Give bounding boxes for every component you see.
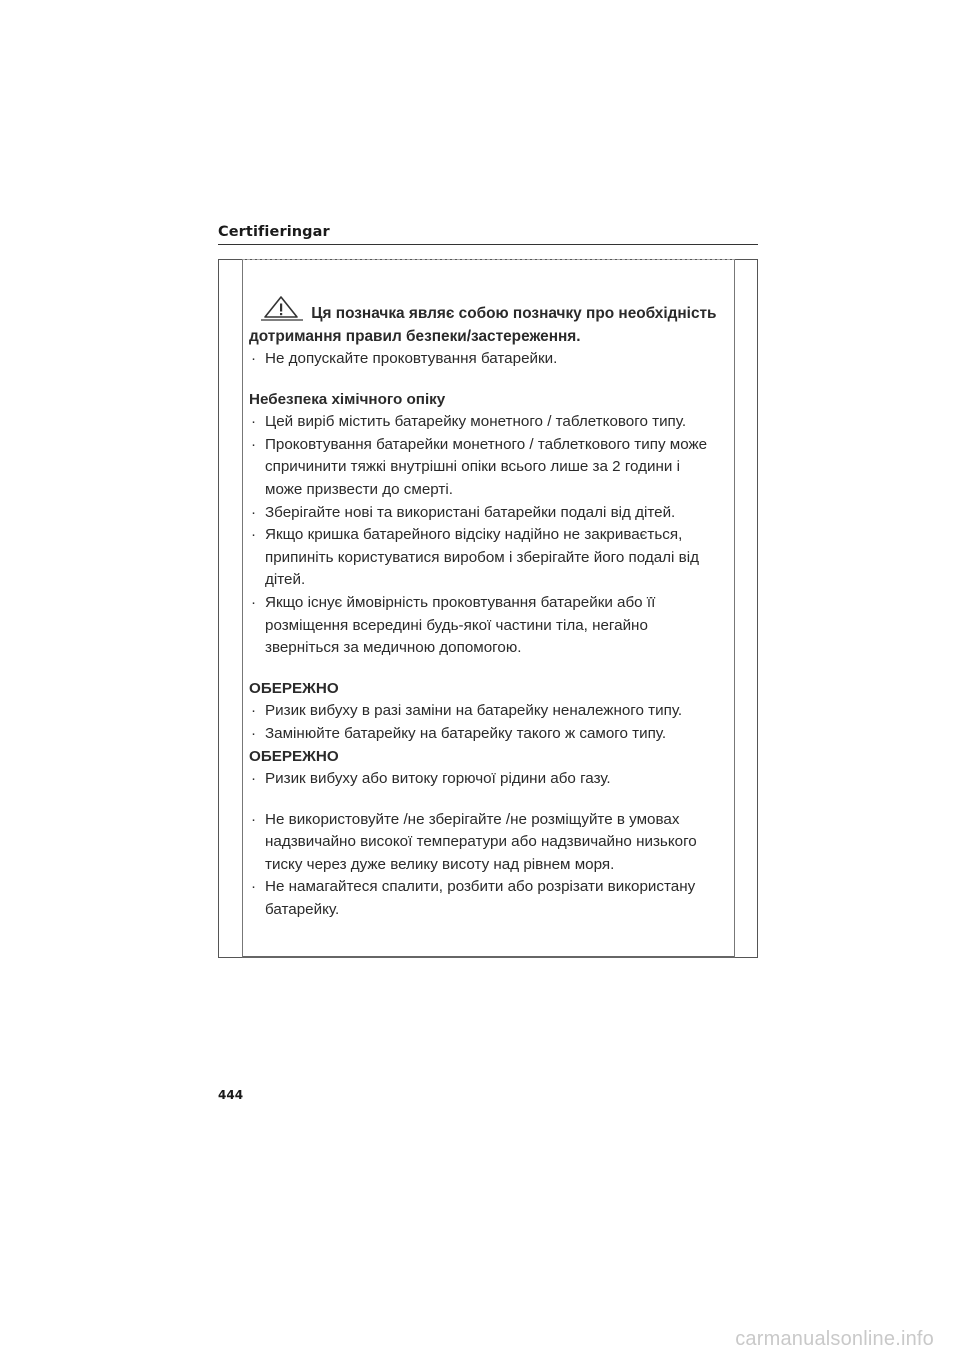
list-item-continuation: зверніться за медичною допомогою.: [265, 639, 522, 657]
list-item: [249, 876, 729, 921]
bullet-marker: ·: [251, 702, 257, 720]
list-item-continuation: надзвичайно високої температури або надзвичайно низького: [265, 833, 697, 851]
list-item: [249, 524, 729, 592]
caution-heading-2: ОБЕРЕЖНО: [249, 747, 339, 765]
page-number: 444: [218, 1088, 244, 1102]
list-item-text: Цей виріб містить батарейку монетного / таблеткового типу.: [265, 413, 687, 431]
list-item: [249, 592, 729, 660]
list-item: [249, 434, 729, 502]
bullet-marker: ·: [251, 593, 257, 611]
list-item-continuation: розміщення всередині будь-якої частини тіла, негайно: [265, 616, 648, 634]
bullet-marker: ·: [251, 350, 257, 367]
list-item-continuation: припиніть користуватися виробом і зберігайте його подалі від: [265, 548, 699, 566]
list-item: [249, 700, 729, 723]
bullet-marker: ·: [251, 526, 257, 544]
list-item-text: Не допускайте проковтування батарейки.: [265, 350, 558, 367]
list-item: [249, 723, 729, 746]
list-item-text: Ризик вибуху в разі заміни на батарейку неналежного типу.: [265, 702, 683, 720]
list-item-continuation: може призвести до смерті.: [265, 480, 453, 498]
caution-list-2: [249, 768, 729, 791]
warning-intro: [249, 295, 729, 348]
bullet-marker: ·: [251, 770, 257, 788]
bullet-marker: ·: [251, 503, 257, 521]
chemical-burn-list: [249, 411, 729, 660]
warning-triangle-icon: [259, 295, 307, 321]
extra-warnings-list: [249, 809, 729, 922]
list-item-text: Зберігайте нові та використані батарейки подалі від дітей.: [265, 503, 676, 521]
list-item: [249, 809, 729, 877]
list-item-text: Не використовуйте /не зберігайте /не розміщуйте в умовах: [265, 810, 680, 828]
list-item-text: Якщо існує ймовірність проковтування батарейки або її: [265, 593, 656, 611]
bullet-marker: ·: [251, 878, 257, 896]
section-title: Certifieringar: [218, 224, 330, 240]
warning-intro-line-2: дотримання правил безпеки/застереження.: [249, 328, 581, 345]
list-item-text: Ризик вибуху або витоку горючої рідини або газу.: [265, 770, 611, 788]
warning-intro-line-1: Ця позначка являє собою позначку про необхідність: [311, 305, 717, 322]
list-item-text: Не намагайтеся спалити, розбити або розрізати використану: [265, 878, 696, 896]
list-item-text: Проковтування батарейки монетного / таблеткового типу може: [265, 435, 708, 453]
warning-content: [249, 295, 729, 922]
bullet-marker: ·: [251, 413, 257, 431]
list-item-continuation: батарейку.: [265, 901, 340, 919]
list-item: [249, 502, 729, 525]
watermark: carmanualsonline.info: [735, 1328, 934, 1350]
bullet-marker: ·: [251, 435, 257, 453]
chemical-burn-heading: Небезпека хімічного опіку: [249, 390, 446, 408]
list-item: [249, 411, 729, 434]
list-item-continuation: тиску через дуже велику висоту над рівнем моря.: [265, 855, 615, 873]
bullet-marker: ·: [251, 724, 257, 742]
list-item-text: Замінюйте батарейку на батарейку такого ж самого типу.: [265, 724, 667, 742]
caution-list-1: [249, 700, 729, 745]
list-item: [249, 768, 729, 791]
list-item-continuation: спричинити тяжкі внутрішні опіки всього лише за 2 години і: [265, 458, 680, 476]
header-divider: [218, 244, 758, 245]
list-item-text: Якщо кришка батарейного відсіку надійно не закривається,: [265, 526, 683, 544]
caution-heading-1: ОБЕРЕЖНО: [249, 679, 339, 697]
intro-bullet: [249, 348, 729, 371]
bullet-marker: ·: [251, 810, 257, 828]
list-item-continuation: дітей.: [265, 571, 306, 589]
